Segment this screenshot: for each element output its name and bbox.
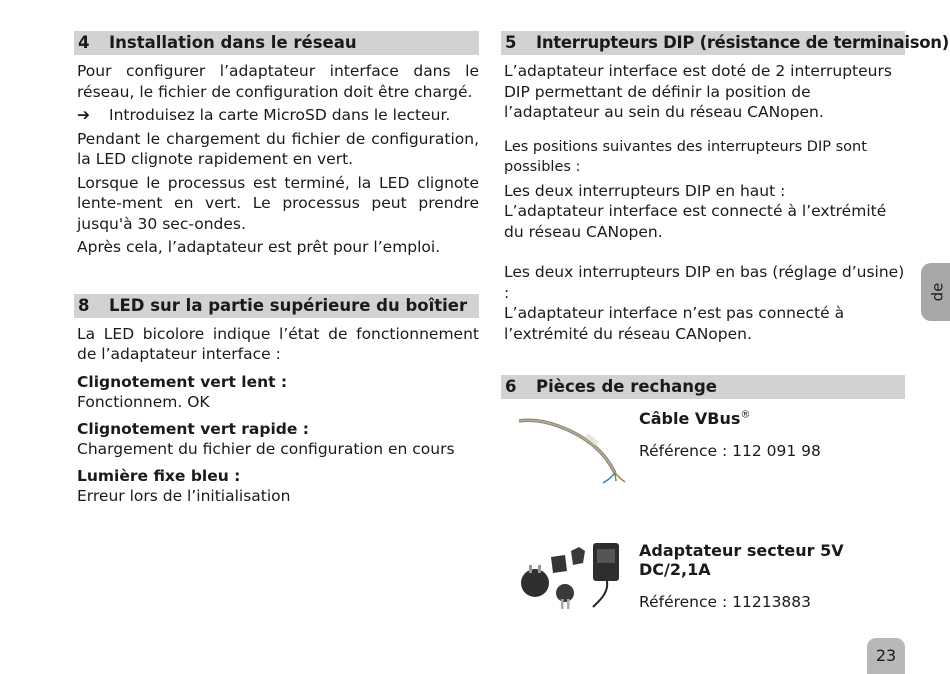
- led-state-description: Fonctionnem. OK: [77, 393, 210, 411]
- arrow-right-icon: ➔: [77, 106, 90, 124]
- paragraph: Les deux interrupteurs DIP en bas (réglage d’usine) :: [504, 263, 905, 302]
- paragraph: Lorsque le processus est terminé, la LED clignote lente-ment en vert. Le processus peut prendre jusqu'à 30 sec-ondes.: [77, 173, 479, 233]
- led-state-term: Lumière fixe bleu :: [77, 466, 241, 485]
- section-title: Interrupteurs DIP (résistance de terminaison): [536, 33, 949, 52]
- paragraph: Après cela, l’adaptateur est prêt pour l’emploi.: [77, 238, 441, 256]
- vbus-cable-image: [515, 409, 627, 489]
- led-state-description: Erreur lors de l’initialisation: [77, 487, 291, 505]
- led-state-term: Clignotement vert lent :: [77, 372, 288, 391]
- part-name: Câble VBus®: [639, 409, 751, 428]
- led-state-term: Clignotement vert rapide :: [77, 419, 309, 438]
- part-name: Adaptateur secteur 5V DC/2,1A: [639, 541, 844, 579]
- paragraph: Pendant le chargement du fichier de configuration, la LED clignote rapidement en vert.: [77, 129, 479, 168]
- section-6-heading: [501, 375, 905, 399]
- section-number: 8: [78, 295, 90, 315]
- section-number: 5: [505, 33, 517, 52]
- paragraph: L’adaptateur interface est doté de 2 interrupteurs DIP permettant de définir la position de l’adaptateur au sein du réseau CANopen.: [504, 62, 892, 121]
- right-column: [501, 31, 949, 649]
- paragraph: Pour configurer l’adaptateur interface dans le réseau, le fichier de configuration doit être chargé.: [77, 62, 479, 101]
- section-number: 4: [78, 33, 90, 52]
- paragraph: L’adaptateur interface n’est pas connecté à l’extrémité du réseau CANopen.: [504, 304, 845, 343]
- power-adapter-image: [515, 535, 627, 615]
- left-column: [74, 31, 479, 513]
- spare-part-power-adapter: [501, 529, 905, 649]
- step-text: Introduisez la carte MicroSD dans le lecteur.: [109, 106, 451, 124]
- section-title: Pièces de rechange: [536, 377, 717, 396]
- paragraph: Les deux interrupteurs DIP en haut :: [504, 181, 786, 200]
- paragraph: Les positions suivantes des interrupteurs DIP sont possibles :: [504, 138, 867, 175]
- spare-part-vbus-cable: [501, 409, 905, 529]
- part-reference: Référence : 11213883: [639, 593, 812, 611]
- section-8-heading: [74, 294, 479, 318]
- page-number: 23: [867, 638, 905, 674]
- section-number: 6: [505, 377, 517, 396]
- language-tab-label: de: [928, 282, 947, 302]
- paragraph: La LED bicolore indique l’état de fonctionnement de l’adaptateur interface :: [77, 324, 479, 363]
- part-reference: Référence : 112 091 98: [639, 442, 821, 460]
- section-5-heading: [501, 31, 949, 55]
- section-title: Installation dans le réseau: [109, 33, 357, 52]
- language-tab: [921, 263, 950, 321]
- section-title: LED sur la partie supérieure du boîtier: [109, 295, 468, 315]
- instruction-step: [77, 105, 479, 126]
- paragraph: L’adaptateur interface est connecté à l’extrémité du réseau CANopen.: [504, 202, 887, 241]
- part-info: [639, 409, 821, 460]
- led-state-description: Chargement du fichier de configuration en cours: [77, 440, 455, 458]
- part-info: [639, 541, 905, 611]
- led-state-list: [74, 372, 479, 507]
- section-4-heading: [74, 31, 479, 55]
